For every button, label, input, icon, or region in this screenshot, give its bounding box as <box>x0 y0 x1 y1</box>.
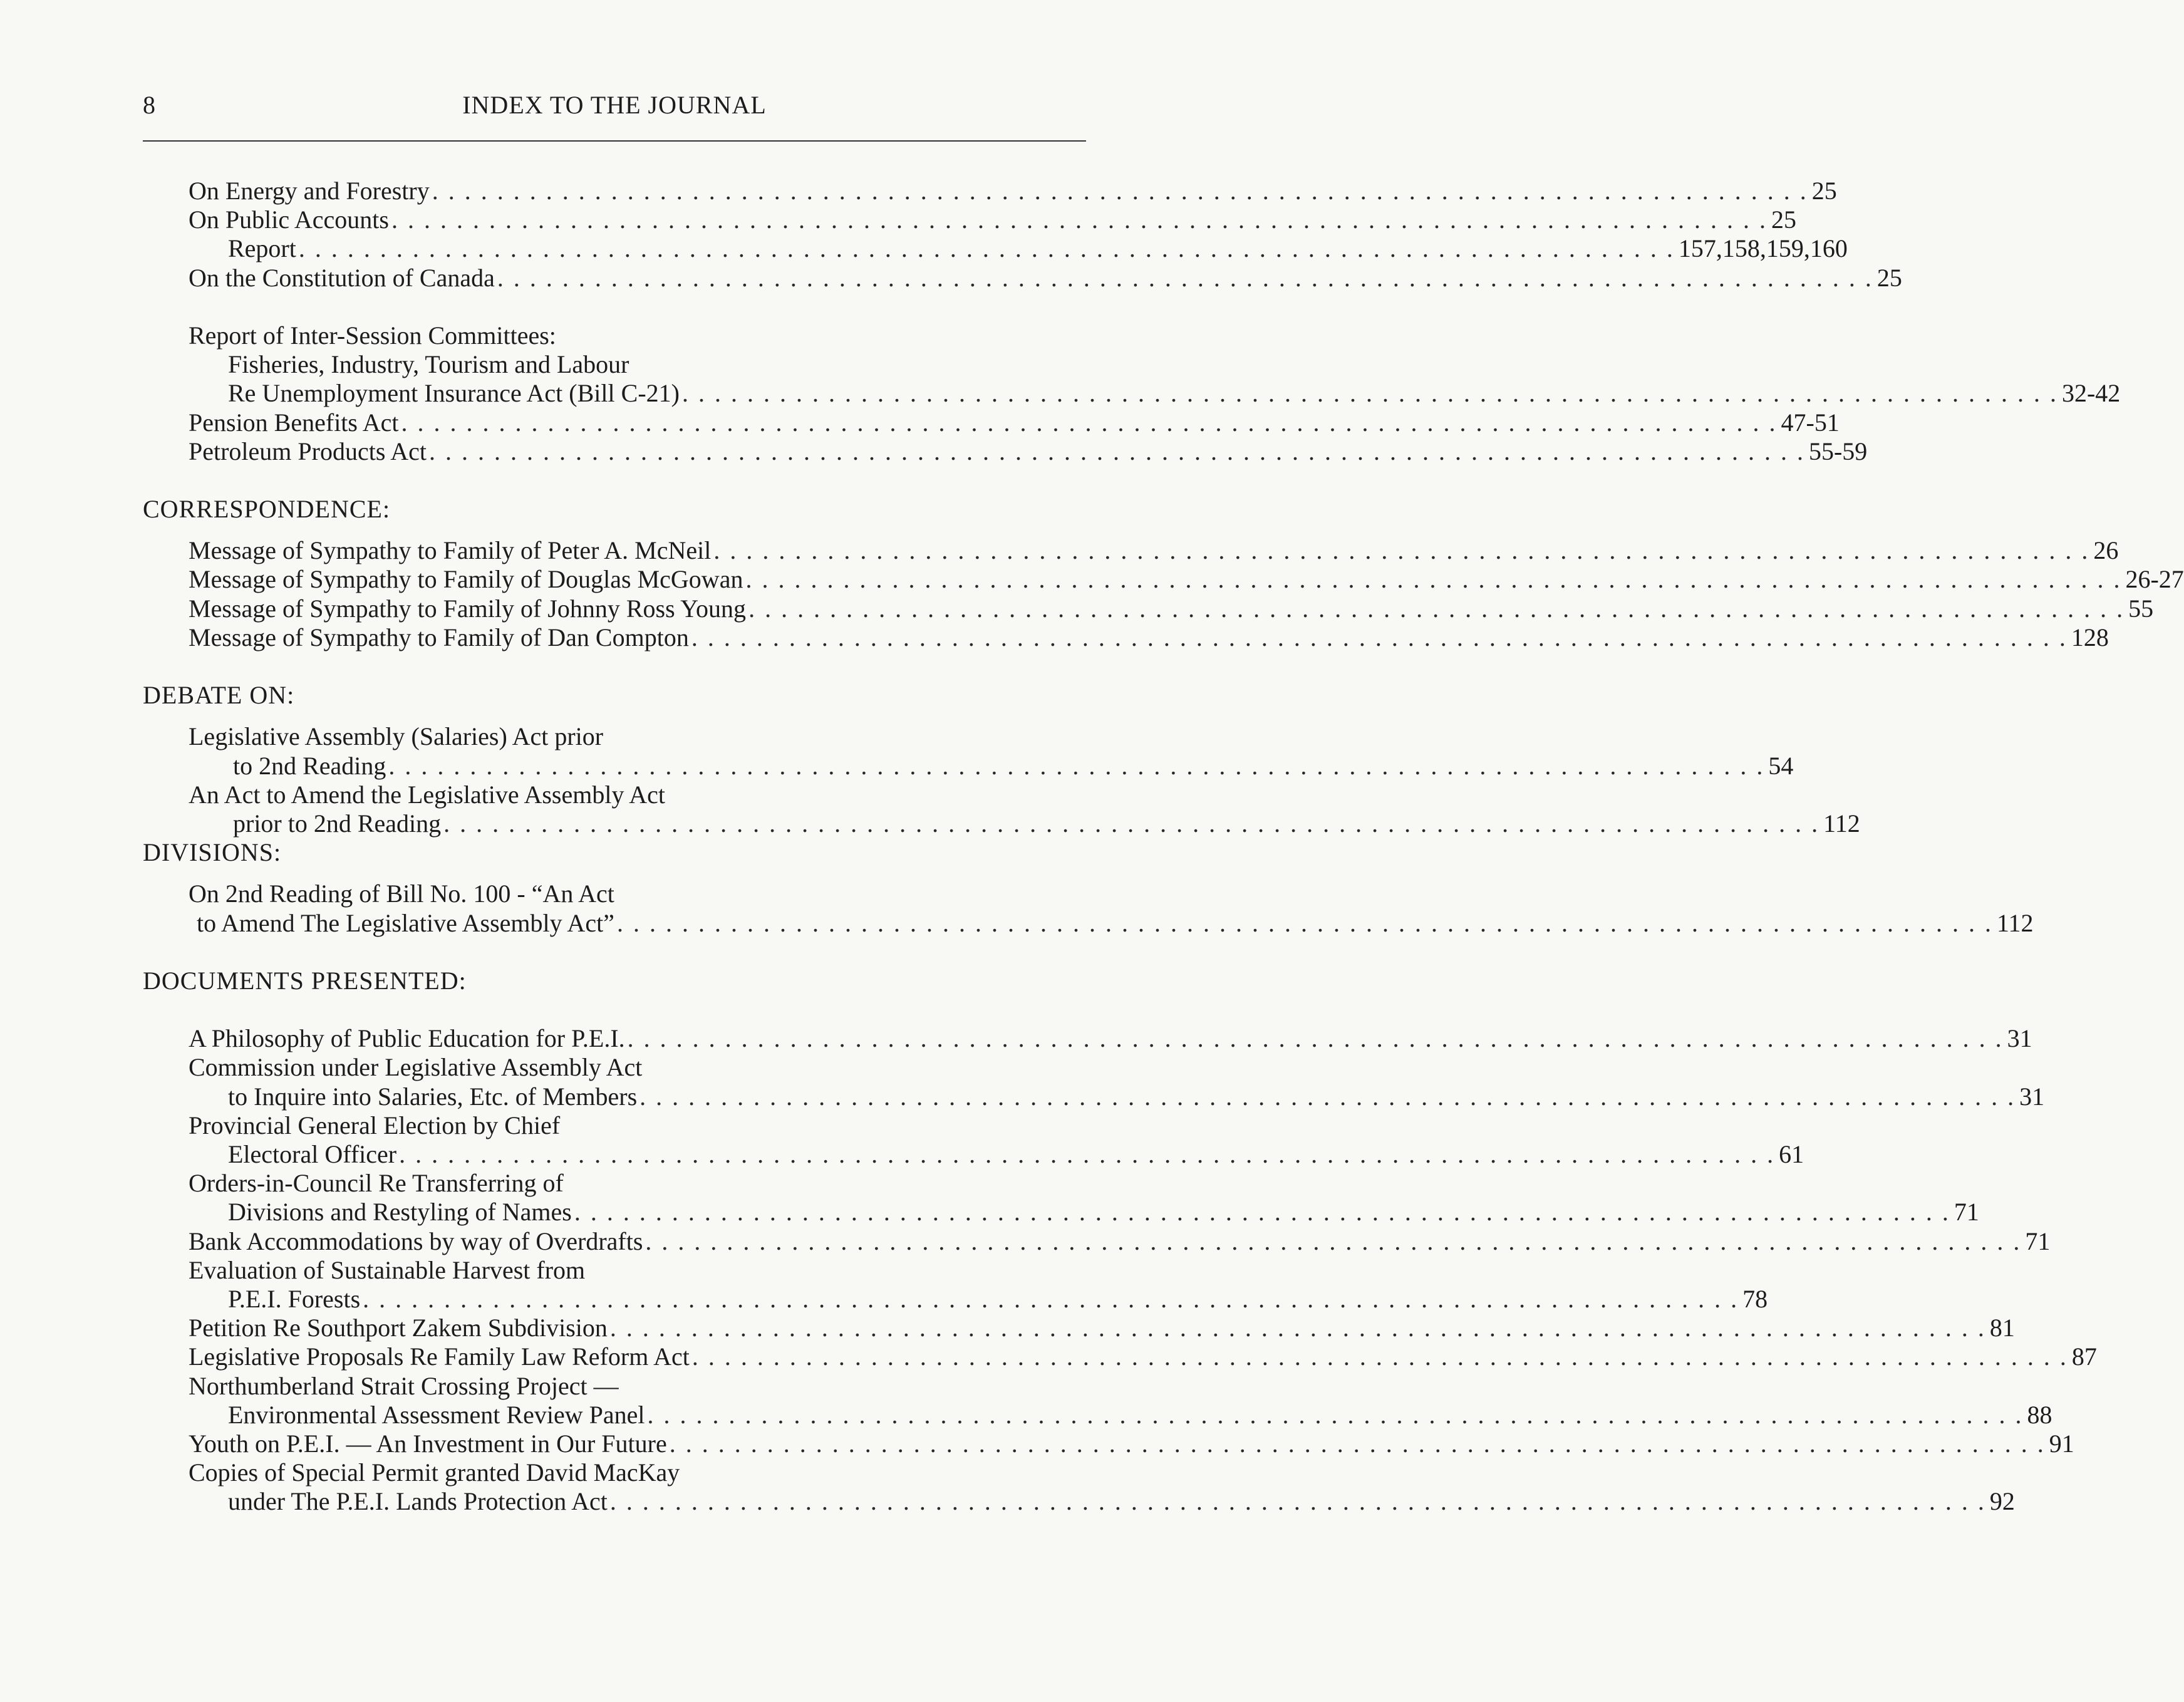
page-ref: 92 <box>1989 1487 2015 1516</box>
index-entry: A Philosophy of Public Education for P.E.I. . . . . . . . . . . . . . . . . . . . . . . . . . . . . . . . . . . . . . . . . . . . . . . . . . . . . . . . . . . . . . . . . . . . . . . . . . . . . . . . . . . . . . 31 <box>189 1024 2032 1053</box>
index-entry: Pension Benefits Act . . . . . . . . . . . . . . . . . . . . . . . . . . . . . . . . . . . . . . . . . . . . . . . . . . . . . . . . . . . . . . . . . . . . . . . . . . . . . . . . . . . . . 47-51 <box>189 408 1840 437</box>
index-subentry: Report . . . . . . . . . . . . . . . . . . . . . . . . . . . . . . . . . . . . . . . . . . . . . . . . . . . . . . . . . . . . . . . . . . . . . . . . . . . . . . . . . . . . . 157,158,159,160 <box>228 234 1848 263</box>
index-entry: Petition Re Southport Zakem Subdivision . . . . . . . . . . . . . . . . . . . . . . . . . . . . . . . . . . . . . . . . . . . . . . . . . . . . . . . . . . . . . . . . . . . . . . . . . . . . . . . . . . . . . 81 <box>189 1314 2015 1342</box>
running-title: INDEX TO THE JOURNAL <box>462 91 767 119</box>
index-entry: An Act to Amend the Legislative Assembly Act <box>189 780 666 809</box>
page-number: 8 <box>143 91 155 119</box>
index-entry-continued: Environmental Assessment Review Panel . . . . . . . . . . . . . . . . . . . . . . . . . . . . . . . . . . . . . . . . . . . . . . . . . . . . . . . . . . . . . . . . . . . . . . . . . . . . . . . . . . . . . 88 <box>228 1400 2052 1429</box>
page-ref: 47-51 <box>1781 408 1840 437</box>
index-entry: Legislative Proposals Re Family Law Reform Act . . . . . . . . . . . . . . . . . . . . . . . . . . . . . . . . . . . . . . . . . . . . . . . . . . . . . . . . . . . . . . . . . . . . . . . . . . . . . . . . . . . . . 87 <box>189 1342 2097 1371</box>
index-entry: Legislative Assembly (Salaries) Act prior <box>189 722 604 751</box>
page-ref: 128 <box>2071 623 2109 651</box>
page-ref: 157,158,159,160 <box>1678 234 1848 263</box>
page-ref: 32-42 <box>2061 379 2121 408</box>
page-header <box>143 88 1086 123</box>
page-ref: 26-27 <box>2125 565 2184 594</box>
index-entry: On the Constitution of Canada . . . . . . . . . . . . . . . . . . . . . . . . . . . . . . . . . . . . . . . . . . . . . . . . . . . . . . . . . . . . . . . . . . . . . . . . . . . . . . . . . . . . . 25 <box>189 263 1902 292</box>
index-entry: Petroleum Products Act . . . . . . . . . . . . . . . . . . . . . . . . . . . . . . . . . . . . . . . . . . . . . . . . . . . . . . . . . . . . . . . . . . . . . . . . . . . . . . . . . . . . . 55-59 <box>189 437 1868 465</box>
page-ref: 54 <box>1768 751 1794 780</box>
index-entry: On 2nd Reading of Bill No. 100 - “An Act <box>189 880 614 908</box>
index-entry: Copies of Special Permit granted David MacKay <box>189 1458 680 1487</box>
index-entry-continued: to Amend The Legislative Assembly Act” . . . . . . . . . . . . . . . . . . . . . . . . . . . . . . . . . . . . . . . . . . . . . . . . . . . . . . . . . . . . . . . . . . . . . . . . . . . . . . . . . . . . . 112 <box>197 908 2034 937</box>
header-rule <box>143 140 1086 142</box>
index-entry: Message of Sympathy to Family of Johnny Ross Young . . . . . . . . . . . . . . . . . . . . . . . . . . . . . . . . . . . . . . . . . . . . . . . . . . . . . . . . . . . . . . . . . . . . . . . . . . . . . . . . . . . . . 55 <box>189 594 2154 623</box>
section-heading-documents: DOCUMENTS PRESENTED: <box>143 966 467 995</box>
index-content <box>143 177 2184 1516</box>
page-ref: 81 <box>1989 1314 2015 1342</box>
page-ref: 91 <box>2049 1429 2074 1458</box>
index-entry: Bank Accommodations by way of Overdrafts . . . . . . . . . . . . . . . . . . . . . . . . . . . . . . . . . . . . . . . . . . . . . . . . . . . . . . . . . . . . . . . . . . . . . . . . . . . . . . . . . . . . . 71 <box>189 1227 2051 1255</box>
index-entry: Evaluation of Sustainable Harvest from <box>189 1255 586 1284</box>
subsection-subheading: Fisheries, Industry, Tourism and Labour <box>228 350 629 379</box>
index-entry: Message of Sympathy to Family of Dan Compton . . . . . . . . . . . . . . . . . . . . . . . . . . . . . . . . . . . . . . . . . . . . . . . . . . . . . . . . . . . . . . . . . . . . . . . . . . . . . . . . . . . . . 128 <box>189 623 2109 651</box>
index-entry-continued: under The P.E.I. Lands Protection Act . . . . . . . . . . . . . . . . . . . . . . . . . . . . . . . . . . . . . . . . . . . . . . . . . . . . . . . . . . . . . . . . . . . . . . . . . . . . . . . . . . . . . 92 <box>228 1487 2015 1516</box>
page-ref: 25 <box>1771 205 1796 234</box>
page-ref: 61 <box>1779 1140 1804 1168</box>
section-heading-debate: DEBATE ON: <box>143 681 295 710</box>
page-ref: 55-59 <box>1808 437 1868 465</box>
index-entry-continued: Divisions and Restyling of Names . . . . . . . . . . . . . . . . . . . . . . . . . . . . . . . . . . . . . . . . . . . . . . . . . . . . . . . . . . . . . . . . . . . . . . . . . . . . . . . . . . . . . 71 <box>228 1198 1979 1227</box>
page-ref: 112 <box>1996 908 2034 937</box>
page-ref: 31 <box>2019 1082 2045 1111</box>
index-entry: Northumberland Strait Crossing Project — <box>189 1371 619 1400</box>
page-ref: 87 <box>2071 1342 2097 1371</box>
page-ref: 88 <box>2027 1400 2052 1429</box>
page-ref: 25 <box>1811 177 1837 205</box>
page-ref: 71 <box>2025 1227 2051 1255</box>
index-entry: Message of Sympathy to Family of Peter A. McNeil . . . . . . . . . . . . . . . . . . . . . . . . . . . . . . . . . . . . . . . . . . . . . . . . . . . . . . . . . . . . . . . . . . . . . . . . . . . . . . . . . . . . . 26 <box>189 536 2119 565</box>
index-subentry: Re Unemployment Insurance Act (Bill C-21) . . . . . . . . . . . . . . . . . . . . . . . . . . . . . . . . . . . . . . . . . . . . . . . . . . . . . . . . . . . . . . . . . . . . . . . . . . . . . . . . . . . . . 32-42 <box>228 379 2121 408</box>
index-entry: On Energy and Forestry . . . . . . . . . . . . . . . . . . . . . . . . . . . . . . . . . . . . . . . . . . . . . . . . . . . . . . . . . . . . . . . . . . . . . . . . . . . . . . . . . . . . . 25 <box>189 177 1837 205</box>
page-ref: 78 <box>1742 1284 1768 1313</box>
index-entry-continued: prior to 2nd Reading . . . . . . . . . . . . . . . . . . . . . . . . . . . . . . . . . . . . . . . . . . . . . . . . . . . . . . . . . . . . . . . . . . . . . . . . . . . . . . . . . . . . . 112 <box>233 809 1860 838</box>
index-entry: Youth on P.E.I. — An Investment in Our Future . . . . . . . . . . . . . . . . . . . . . . . . . . . . . . . . . . . . . . . . . . . . . . . . . . . . . . . . . . . . . . . . . . . . . . . . . . . . . . . . . . . . . 91 <box>189 1429 2074 1458</box>
index-entry: Orders-in-Council Re Transferring of <box>189 1169 564 1198</box>
section-heading-correspondence: CORRESPONDENCE: <box>143 495 391 524</box>
index-entry: Provincial General Election by Chief <box>189 1111 561 1139</box>
index-entry-continued: Electoral Officer . . . . . . . . . . . . . . . . . . . . . . . . . . . . . . . . . . . . . . . . . . . . . . . . . . . . . . . . . . . . . . . . . . . . . . . . . . . . . . . . . . . . . 61 <box>228 1140 1804 1168</box>
page-ref: 25 <box>1876 263 1902 292</box>
section-heading-divisions: DIVISIONS: <box>143 838 282 867</box>
page-ref: 31 <box>2007 1024 2032 1053</box>
page-ref: 71 <box>1954 1198 1979 1227</box>
page-ref: 26 <box>2093 536 2119 565</box>
page-ref: 112 <box>1823 809 1860 838</box>
index-entry: Message of Sympathy to Family of Douglas McGowan . . . . . . . . . . . . . . . . . . . . . . . . . . . . . . . . . . . . . . . . . . . . . . . . . . . . . . . . . . . . . . . . . . . . . . . . . . . . . . . . . . . . . 26-27 <box>189 565 2184 594</box>
index-entry: Commission under Legislative Assembly Act <box>189 1053 643 1082</box>
subsection-heading: Report of Inter-Session Committees: <box>189 321 556 350</box>
index-entry: On Public Accounts . . . . . . . . . . . . . . . . . . . . . . . . . . . . . . . . . . . . . . . . . . . . . . . . . . . . . . . . . . . . . . . . . . . . . . . . . . . . . . . . . . . . . 25 <box>189 205 1796 234</box>
index-entry-continued: to Inquire into Salaries, Etc. of Members . . . . . . . . . . . . . . . . . . . . . . . . . . . . . . . . . . . . . . . . . . . . . . . . . . . . . . . . . . . . . . . . . . . . . . . . . . . . . . . . . . . . . 31 <box>228 1082 2045 1111</box>
index-entry-continued: to 2nd Reading . . . . . . . . . . . . . . . . . . . . . . . . . . . . . . . . . . . . . . . . . . . . . . . . . . . . . . . . . . . . . . . . . . . . . . . . . . . . . . . . . . . . . 54 <box>233 751 1794 780</box>
index-entry-continued: P.E.I. Forests . . . . . . . . . . . . . . . . . . . . . . . . . . . . . . . . . . . . . . . . . . . . . . . . . . . . . . . . . . . . . . . . . . . . . . . . . . . . . . . . . . . . . 78 <box>228 1284 1768 1313</box>
page-ref: 55 <box>2128 594 2154 623</box>
